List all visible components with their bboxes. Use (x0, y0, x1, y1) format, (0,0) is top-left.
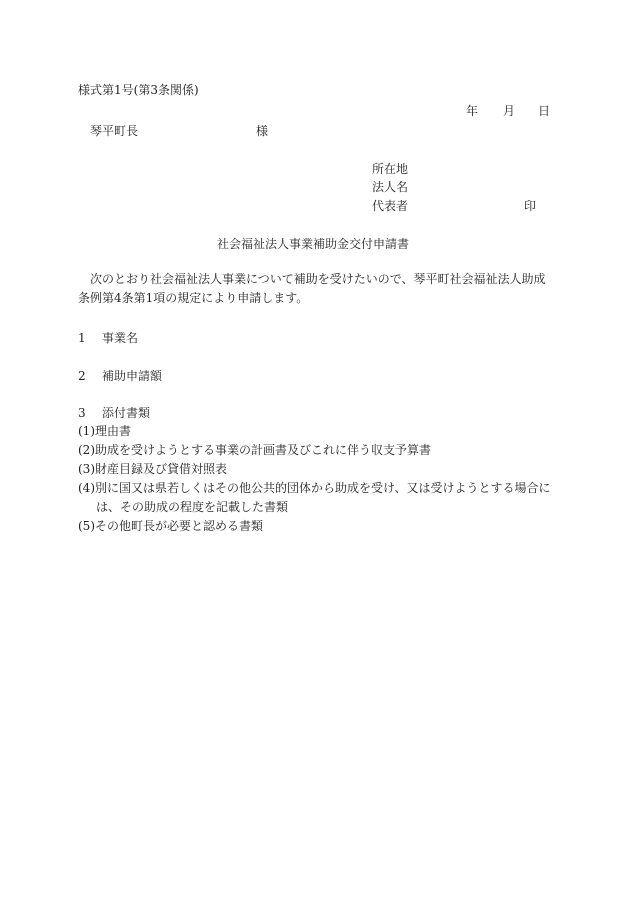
seal-mark: 印 (524, 199, 537, 213)
attachment-item: (3)財産目録及び貸借対照表 (78, 462, 227, 476)
form-number: 様式第1号(第3条関係) (78, 83, 199, 97)
section-business-name (78, 329, 138, 347)
section-label: 事業名 (102, 331, 139, 345)
applicant-address-label: 所在地 (372, 162, 409, 176)
attachment-item: (1)理由書 (78, 424, 131, 438)
date-year-label: 年 (466, 104, 479, 118)
section-label: 添付書類 (102, 406, 151, 420)
addressee-honorific: 様 (256, 124, 269, 138)
attachment-item-continuation: は、その助成の程度を記載した書類 (96, 500, 289, 514)
applicant-corporation-label: 法人名 (372, 180, 409, 194)
section-attachments (78, 404, 150, 422)
application-statement: 次のとおり社会福祉法人事業について補助を受けたいので、琴平町社会福祉法人助成条例第4条第1項の規定により申請します。 (78, 272, 546, 305)
attachment-item: (4)別に国又は県若しくはその他公共的団体から助成を受け、又は受けようとする場合に (78, 481, 551, 495)
section-subsidy-amount (78, 367, 162, 385)
document-title: 社会福祉法人事業補助金交付申請書 (217, 237, 410, 251)
section-number: 3 (78, 406, 86, 420)
attachment-item: (2)助成を受けようとする事業の計画書及びこれに伴う収支予算書 (78, 443, 432, 457)
section-number: 1 (78, 331, 86, 345)
date-day-label: 日 (538, 104, 551, 118)
applicant-representative-label: 代表者 (372, 199, 409, 213)
attachment-item: (5)その他町長が必要と認める書類 (78, 519, 263, 533)
section-label: 補助申請額 (102, 369, 163, 383)
addressee-name: 琴平町長 (90, 124, 139, 138)
date-month-label: 月 (503, 104, 516, 118)
section-number: 2 (78, 369, 86, 383)
